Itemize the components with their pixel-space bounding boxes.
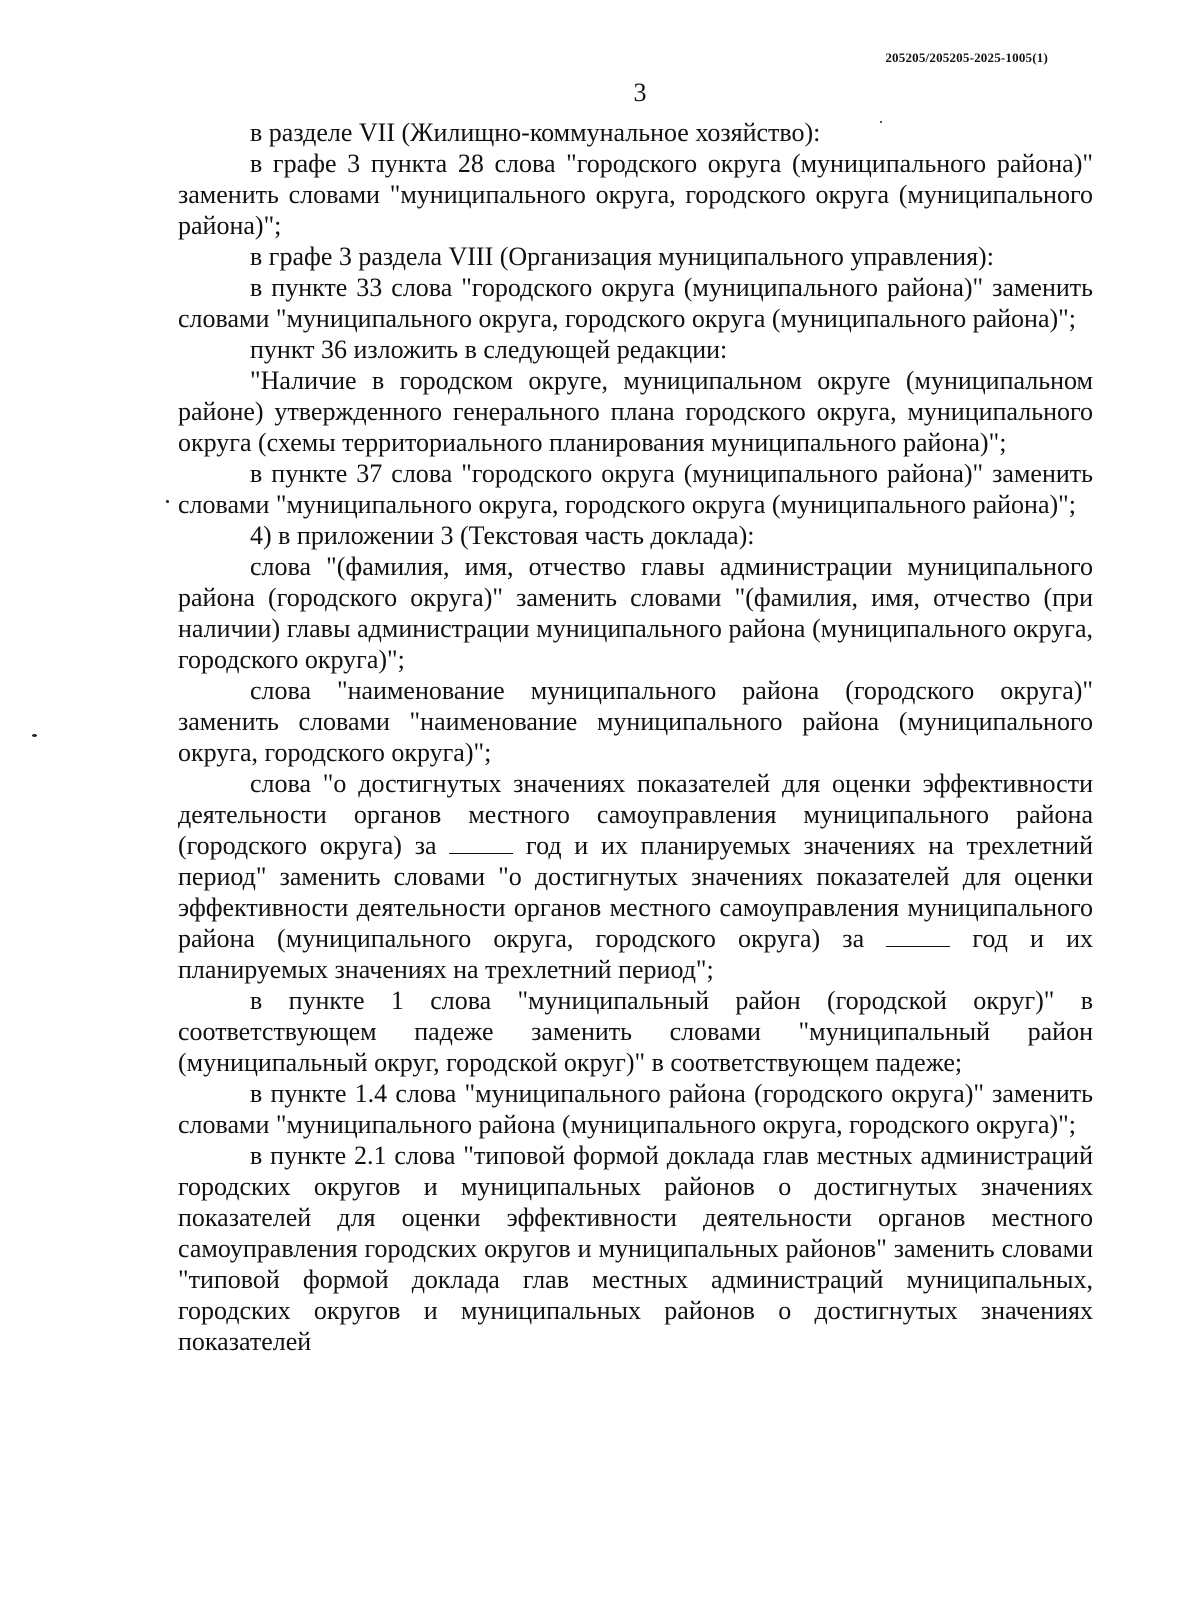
- paragraph-item-28: в графе 3 пункта 28 слова "городского округа (муниципального района)" заменить словами "муниципального округа, городского округа (муниципального района)";: [178, 149, 1093, 240]
- achieved-values-text-3: год и их планируемых значениях на трехлетний период";: [178, 924, 1094, 984]
- document-body: [178, 117, 1093, 1357]
- achieved-values-text-2: год и их планируемых значениях на трехлетний период" заменить словами "о достигнутых значениях показателей для оценки эффективности деятельности органов местного самоуправления муниципального района (муниципального округа, городского округа) за: [178, 831, 1094, 953]
- scan-speck: [32, 734, 37, 737]
- year-blank-line: [886, 926, 950, 947]
- document-registration-number: 205205/205205-2025-1005(1): [885, 50, 1048, 65]
- paragraph-item-36-intro: пункт 36 изложить в следующей редакции:: [250, 335, 728, 364]
- page-number: 3: [633, 78, 647, 107]
- achieved-values-text-1: слова "о достигнутых значениях показателей для оценки эффективности деятельности органов местного самоуправления муниципального района (городского округа) за: [178, 769, 1093, 860]
- paragraph-head-name: слова "(фамилия, имя, отчество главы администрации муниципального района (городского округа)" заменить словами "(фамилия, имя, отчество (при наличии) главы администрации муниципального района (муниципального округа, городского округа)";: [178, 552, 1093, 674]
- paragraph-section-viii: в графе 3 раздела VIII (Организация муниципального управления):: [250, 242, 994, 271]
- paragraph-item-1: в пункте 1 слова "муниципальный район (городской округ)" в соответствующем падеже заменить словами "муниципальный район (муниципальный округ, городской округ)" в соответствующем падеже;: [178, 986, 1093, 1077]
- paragraph-item-36-text: "Наличие в городском округе, муниципальном округе (муниципальном районе) утвержденного генерального плана городского округа, муниципального округа (схемы территориального планирования муниципального района)";: [178, 366, 1093, 457]
- scan-speck: [166, 500, 169, 503]
- paragraph-district-name: слова "наименование муниципального района (городского округа)" заменить словами "наименование муниципального района (муниципального округа, городского округа)";: [178, 676, 1093, 767]
- paragraph-item-33: в пункте 33 слова "городского округа (муниципального района)" заменить словами "муниципального округа, городского округа (муниципального района)";: [178, 273, 1093, 333]
- paragraph-section-vii: в разделе VII (Жилищно-коммунальное хозяйство):: [250, 118, 821, 147]
- paragraph-appendix-3: 4) в приложении 3 (Текстовая часть доклада):: [250, 521, 755, 550]
- scan-speck: [880, 121, 882, 123]
- paragraph-item-1-4: в пункте 1.4 слова "муниципального района (городского округа)" заменить словами "муниципального района (муниципального округа, городского округа)";: [178, 1079, 1093, 1139]
- paragraph-achieved-values: [178, 768, 1093, 985]
- paragraph-item-37: в пункте 37 слова "городского округа (муниципального района)" заменить словами "муниципального округа, городского округа (муниципального района)";: [178, 459, 1093, 519]
- year-blank-line: [449, 833, 513, 854]
- paragraph-item-2-1: в пункте 2.1 слова "типовой формой доклада глав местных администраций городских округов и муниципальных районов о достигнутых значениях показателей для оценки эффективности деятельности органов местного самоуправления городских округов и муниципальных районов" заменить словами "типовой формой доклада глав местных администраций муниципальных, городских округов и муниципальных районов о достигнутых значениях показателей: [178, 1141, 1093, 1356]
